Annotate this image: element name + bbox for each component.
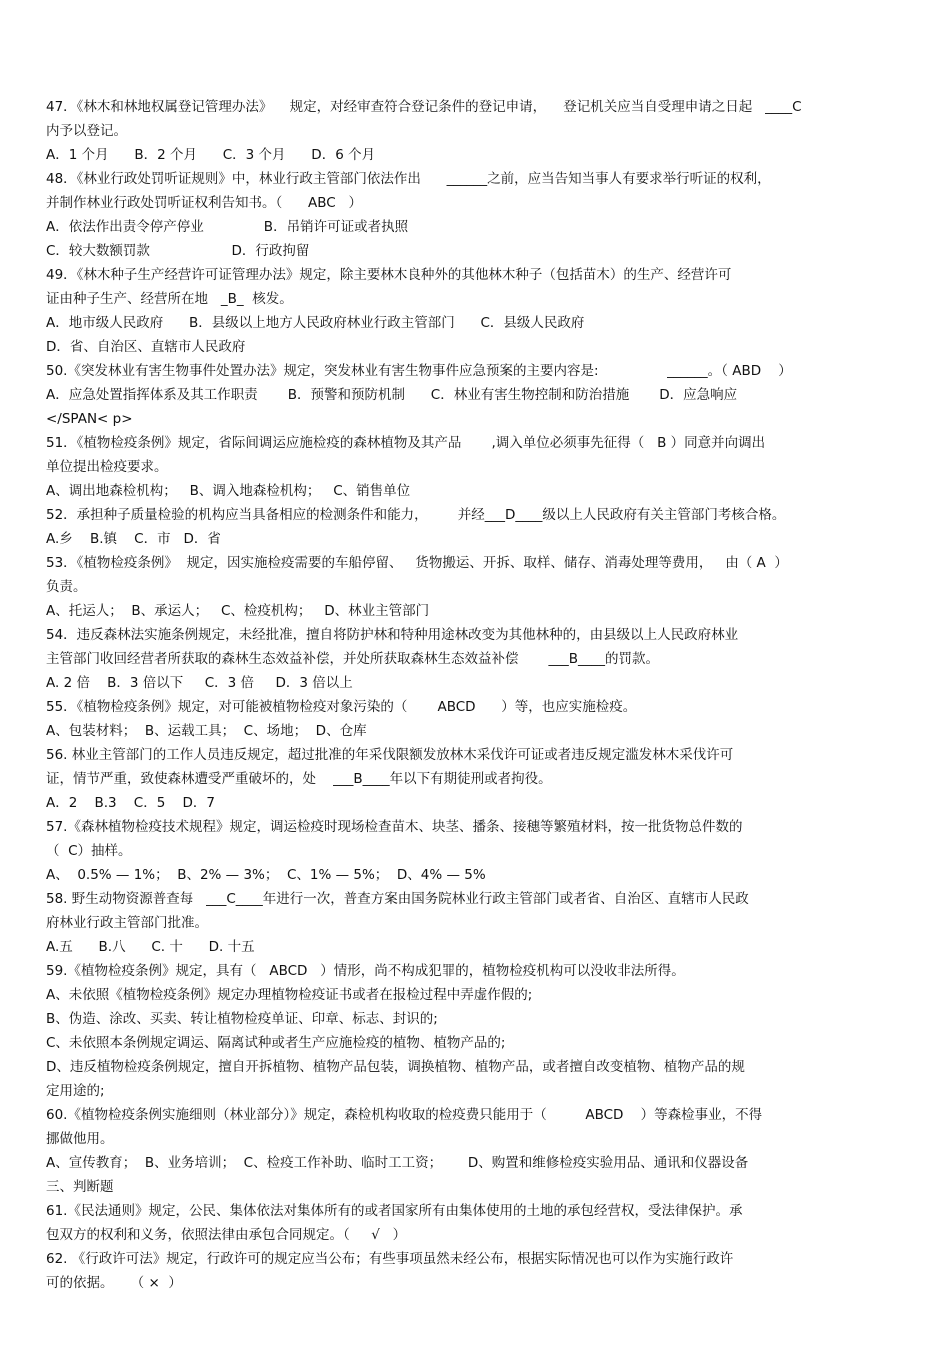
text-line: D、违反植物检疫条例规定，擅自开拆植物、植物产品包装，调换植物、植物产品，或者擅自改变植物、植物产品的规 — [46, 1059, 745, 1075]
text-line: 单位提出检疫要求。 — [46, 459, 168, 475]
text-line: 挪做他用。 — [46, 1131, 114, 1147]
text-line: A．依法作出责令停产停业 B．吊销许可证或者执照 — [46, 219, 409, 235]
text-line: 包双方的权利和义务，依照法律由承包合同规定。（ √ ） — [46, 1227, 407, 1243]
text-line: 主管部门收回经营者所获取的森林生态效益补偿，并处所获取森林生态效益补偿 ___B____的罚款。 — [46, 651, 660, 667]
text-line: A. 2 倍 B．3 倍以下 C．3 倍 D．3 倍以上 — [46, 675, 353, 691]
text-line: 60.《植物检疫条例实施细则（林业部分）》规定，森检机构收取的检疫费只能用于（ ABCD ）等森检事业，不得 — [46, 1107, 763, 1123]
text-line: 58. 野生动物资源普查每 ___C____年进行一次，普查方案由国务院林业行政主管部门或者省、自治区、直辖市人民政 — [46, 891, 749, 907]
text-line: 59.《植物检疫条例》规定，具有（ ABCD ）情形，尚不构成犯罪的，植物检疫机构可以没收非法所得。 — [46, 963, 685, 979]
text-line: A、包装材料； B、运载工具； C、场地； D、仓库 — [46, 723, 367, 739]
text-line: 证由种子生产、经营所在地 _B_ 核发。 — [46, 291, 293, 307]
section-heading: 三、判断题 — [46, 1179, 114, 1195]
text-line: C．较大数额罚款 D．行政拘留 — [46, 243, 310, 259]
text-line: 49．《林木种子生产经营许可证管理办法》规定，除主要林木良种外的其他林木种子（包括苗木）的生产、经营许可 — [46, 267, 732, 283]
text-line: A、未依照《植物检疫条例》规定办理植物检疫证书或者在报检过程中弄虚作假的; — [46, 987, 533, 1003]
text-line: B、伪造、涂改、买卖、转让植物检疫单证、印章、标志、封识的; — [46, 1011, 438, 1027]
text-line: 内予以登记。 — [46, 123, 127, 139]
text-line: 48．《林业行政处罚听证规则》中，林业行政主管部门依法作出 ______之前，应当告知当事人有要求举行听证的权利， — [46, 171, 771, 187]
text-line: A．1 个月 B．2 个月 C．3 个月 D．6 个月 — [46, 147, 376, 163]
text-line: 52．承担种子质量检验的机构应当具备相应的检测条件和能力， 并经___D____级以上人民政府有关主管部门考核合格。 — [46, 507, 786, 523]
text-line: 61.《民法通则》规定，公民、集体依法对集体所有的或者国家所有由集体使用的土地的承包经营权，受法律保护。承 — [46, 1203, 743, 1219]
text-line: 54．违反森林法实施条例规定，未经批准，擅自将防护林和特种用途林改变为其他林种的，由县级以上人民政府林业 — [46, 627, 739, 643]
text-line: </SPAN< p> — [46, 411, 133, 427]
text-line: A.乡 B.镇 C．市 D．省 — [46, 531, 221, 547]
text-line: 55．《植物检疫条例》规定，对可能被植物检疫对象污染的（ ABCD ）等，也应实施检疫。 — [46, 699, 637, 715]
text-line: A、 0.5% — 1%； B、2% — 3%； C、1% — 5%； D、4% — 5% — [46, 867, 486, 883]
text-line: D．省、自治区、直辖市人民政府 — [46, 339, 246, 355]
text-line: 57.《森林植物检疫技术规程》规定，调运检疫时现场检查苗木、块茎、播条、接穗等繁殖材料，按一批货物总件数的 — [46, 819, 743, 835]
text-line: 府林业行政主管部门批准。 — [46, 915, 208, 931]
text-line: C、未依照本条例规定调运、隔离试种或者生产应施检疫的植物、植物产品的; — [46, 1035, 506, 1051]
text-line: 62. 《行政许可法》规定，行政许可的规定应当公布；有些事项虽然未经公布，根据实际情况也可以作为实施行政许 — [46, 1251, 734, 1267]
text-line: 负责。 — [46, 579, 87, 595]
text-line: 47．《林木和林地权属登记管理办法》 规定，对经审查符合登记条件的登记申请， 登记机关应当自受理申请之日起 ____C — [46, 99, 802, 115]
text-line: A．地市级人民政府 B．县级以上地方人民政府林业行政主管部门 C．县级人民政府 — [46, 315, 585, 331]
text-line: A、托运人； B、承运人； C、检疫机构； D、林业主管部门 — [46, 603, 430, 619]
text-line: 53．《植物检疫条例》 规定，因实施检疫需要的车船停留、 货物搬运、开拆、取样、储存、消毒处理等费用， 由（ A ） — [46, 555, 788, 571]
text-line: A.五 B.八 C. 十 D. 十五 — [46, 939, 255, 955]
text-line: （ C）抽样。 — [46, 843, 132, 859]
text-line: A、宣传教育； B、业务培训； C、检疫工作补助、临时工工资； D、购置和维修检疫实验用品、通讯和仪器设备 — [46, 1155, 749, 1171]
text-line: 56. 林业主管部门的工作人员违反规定，超过批准的年采伐限额发放林木采伐许可证或者违反规定滥发林木采伐许可 — [46, 747, 734, 763]
text-line: A．应急处置指挥体系及其工作职责 B．预警和预防机制 C．林业有害生物控制和防治措施 D．应急响应 — [46, 387, 738, 403]
text-line: A、调出地森检机构； B、调入地森检机构； C、销售单位 — [46, 483, 411, 499]
text-line: 可的依据。 （ × ） — [46, 1275, 182, 1291]
text-line: 定用途的; — [46, 1083, 105, 1099]
text-line: 50.《突发林业有害生物事件处置办法》规定，突发林业有害生物事件应急预案的主要内容是: ______。（ ABD ） — [46, 363, 792, 379]
text-line: 证，情节严重，致使森林遭受严重破坏的，处 ___B____年以下有期徒刑或者拘役。 — [46, 771, 552, 787]
text-line: A．2 B.3 C．5 D．7 — [46, 795, 215, 811]
text-line: 并制作林业行政处罚听证权利告知书。（ ABC ） — [46, 195, 363, 211]
text-line: 51．《植物检疫条例》规定，省际间调运应施检疫的森林植物及其产品 ,调入单位必须事先征得（ B ）同意并向调出 — [46, 435, 766, 451]
